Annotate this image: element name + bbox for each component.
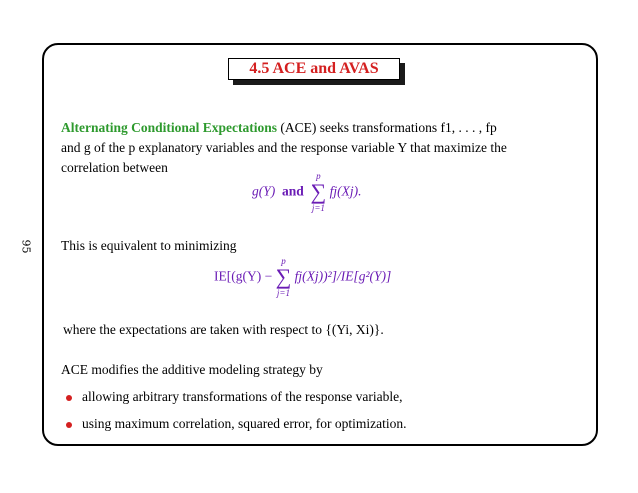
eq2-lead: IE[(g(Y) − bbox=[214, 268, 273, 284]
para1-line1 bbox=[61, 118, 497, 138]
eq1-term: fj(Xj). bbox=[329, 183, 362, 199]
page-number: 95 bbox=[19, 239, 33, 254]
bullet-item-1: allowing arbitrary transformations of the response variable, bbox=[82, 389, 403, 404]
eq1-sum-top: p bbox=[316, 171, 321, 181]
ace-term: Alternating Conditional Expectations bbox=[61, 120, 278, 135]
para1-line1-rest: (ACE) seeks transformations f1, . . . , fp bbox=[277, 120, 497, 135]
eq2-sum-top: p bbox=[281, 256, 286, 266]
eq2-sum bbox=[276, 257, 292, 298]
bullet-dot-icon bbox=[66, 422, 72, 428]
para3: where the expectations are taken with respect to {(Yi, Xi)}. bbox=[63, 322, 384, 337]
para4: ACE modifies the additive modeling strategy by bbox=[61, 362, 323, 377]
para1-line3: correlation between bbox=[61, 160, 168, 175]
bullet-item-2: using maximum correlation, squared error, for optimization. bbox=[82, 416, 407, 431]
eq2-term: fj(Xj))²]/IE[g²(Y)] bbox=[294, 268, 392, 284]
eq1-and: and bbox=[282, 183, 304, 199]
bullet-dot-icon bbox=[66, 395, 72, 401]
sum-symbol-icon: ∑ bbox=[310, 179, 327, 204]
para1-line2: and g of the p explanatory variables and the response variable Y that maximize the bbox=[61, 140, 507, 155]
eq1-left: g(Y) bbox=[252, 183, 276, 199]
slide-title: 4.5 ACE and AVAS bbox=[228, 58, 400, 80]
eq2-sum-bottom: j=1 bbox=[276, 288, 290, 298]
para2: This is equivalent to minimizing bbox=[61, 238, 237, 253]
eq1-sum-bottom: j=1 bbox=[311, 203, 325, 213]
sum-symbol-icon: ∑ bbox=[275, 264, 292, 289]
equation-1 bbox=[252, 172, 361, 213]
title-box bbox=[228, 58, 408, 88]
eq1-sum bbox=[311, 172, 327, 213]
equation-2 bbox=[214, 257, 391, 298]
